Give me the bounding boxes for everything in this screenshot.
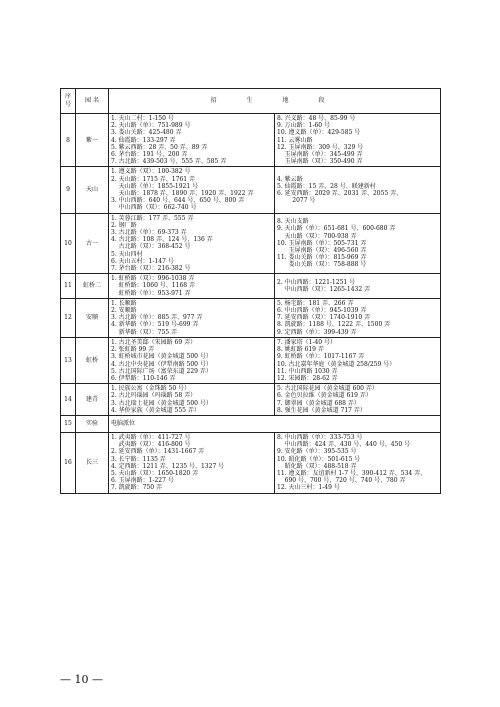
- address-line: 6. 伊犁路：110-146 弄: [111, 374, 176, 382]
- address-line: 1. 武夷路（单）：411-727 号: [111, 433, 191, 441]
- address-line: 8. 天山支路: [277, 218, 309, 226]
- address-line: 古北路（双）：368-452 号: [111, 243, 191, 251]
- address-line: 9. 天山路（单）：651-681 号、600-680 弄: [277, 225, 396, 233]
- address-list-left: [109, 298, 275, 337]
- address-line: 8. 兴义路：48 号、85-99 号: [277, 115, 356, 122]
- address-line: 3. 长宁路：1135 弄: [111, 455, 166, 463]
- address-line: 昭化路（双）：488-518 弄: [277, 462, 357, 470]
- address-line: 9. 安化路（单）：395-535 号: [277, 448, 357, 456]
- address-list-right: [275, 167, 441, 213]
- header-enrollment-area: 招 生 地 段: [109, 89, 441, 114]
- address-list-left: [109, 432, 275, 493]
- address-list-left: [109, 114, 275, 167]
- address-line: 5. 古北国际广场（富荣东道 229 弄）: [111, 367, 212, 375]
- address-line: 12. 玉屏南路：309 号、329 号: [277, 143, 364, 151]
- admission-zone-table: [60, 88, 441, 494]
- address-line: 5. 仙霞路：15 弄、28 号、联建新村: [277, 182, 376, 190]
- row-number: 15: [61, 415, 76, 432]
- kindergarten-name: 虹桥二: [76, 274, 109, 299]
- enrollment-note: 电脑派位: [109, 415, 441, 432]
- address-line: 玉屏南路（双）：496-560 弄: [277, 247, 367, 255]
- address-line: 10. 遵义路（单）：429-585 号: [277, 129, 361, 137]
- kindergarten-name: 紫一: [76, 114, 109, 167]
- address-line: 2077 号: [277, 197, 316, 205]
- address-line: 4. 紫云路: [277, 175, 303, 183]
- address-line: 玉屏南路（单）：345-499 弄: [277, 151, 363, 159]
- address-list-left: [109, 167, 275, 213]
- address-line: 中山西路（双）：1265-1432 弄: [277, 286, 371, 294]
- address-line: 7. 古北路：439-503 号、555 弄、585 弄: [111, 158, 227, 166]
- address-line: 5. 紫云西路：28 弄、50 弄、89 弄: [111, 143, 208, 151]
- address-line: 天山路：1878 弄、1890 弄、1920 弄、1922 弄: [111, 190, 254, 198]
- address-line: 虹桥路（单）：953-971 弄: [111, 289, 191, 297]
- address-line: 10. 昭化路（单）：501-615 号: [277, 455, 361, 463]
- kindergarten-name: 安顺: [76, 298, 109, 337]
- kindergarten-name: 建青: [76, 384, 109, 416]
- address-line: 11. 遵义路：友谊新村 1-7 号、390-412 弄、534 弄、: [277, 469, 427, 477]
- address-line: 7. 茅台路（双）：216-382 号: [111, 265, 191, 273]
- address-list-left: [109, 337, 275, 383]
- address-line: 11. 娄山关路（单）：815-969 弄: [277, 254, 367, 262]
- address-line: 6. 玉屏南路：1-227 号: [111, 477, 174, 485]
- address-line: 4. 定西路：1211 弄、1235 号、1327 号: [111, 462, 225, 470]
- address-line: 11. 云雾山路: [277, 136, 313, 144]
- table-row: [61, 274, 441, 299]
- address-list-right: [275, 384, 441, 416]
- address-line: 6. 中山西路（单）：945-1039 弄: [277, 307, 367, 315]
- row-number: 10: [61, 213, 76, 274]
- address-list-left: [109, 213, 275, 274]
- address-line: 11. 中山西路 1030 弄: [277, 367, 338, 375]
- address-line: 3. 虹桥城市花园（黄金城道 500 号）: [111, 353, 212, 361]
- address-line: 1. 天山二村：1-150 号: [111, 115, 174, 122]
- address-line: 10. 玉屏南路（单）：505-731 弄: [277, 239, 367, 247]
- address-line: 1. 遵义路（双）：100-382 号: [111, 168, 191, 176]
- address-line: 8. 中山西路（单）：333-753 号: [277, 433, 363, 441]
- address-line: 2. 延安西路（单）：1431-1667 弄: [111, 448, 205, 456]
- address-line: 武夷路（双）：416-800 号: [111, 441, 191, 449]
- address-line: 1. 民族公寓（金珠路 50 号）: [111, 385, 191, 393]
- table-row: [61, 337, 441, 383]
- address-line: 4. 华侨家族（黄金城道 555 弄）: [111, 406, 200, 414]
- address-line: 5. 杨宅路：181 弄、266 弄: [277, 299, 354, 307]
- address-list-right: [275, 274, 441, 299]
- address-line: 新华路（双）：755 弄: [111, 328, 177, 336]
- address-line: 4. 古北路：108 弄、124 号、136 弄: [111, 236, 213, 244]
- address-line: 7. 凯旋路：750 弄: [111, 484, 162, 492]
- address-line: 7. 潘家塔（1-40 号）: [277, 338, 337, 346]
- address-line: 虹桥路：1060 号、1168 弄: [111, 282, 195, 290]
- address-line: 中山西路（双）：662-740 号: [111, 204, 197, 212]
- address-line: 2. 钢厂路: [111, 221, 137, 229]
- header-seq: 序 号: [61, 89, 76, 114]
- kindergarten-name: 虹桥: [76, 337, 109, 383]
- address-list-right: [275, 114, 441, 167]
- table-row: [61, 415, 441, 432]
- address-line: 玉屏南路（双）：350-490 弄: [277, 158, 363, 166]
- address-line: 娄山关路（双）：758-888 号: [277, 261, 367, 269]
- address-line: 1. 长顺路: [111, 299, 137, 307]
- address-line: 4. 新华路（单）：519 号-699 弄: [111, 321, 199, 329]
- address-line: 1. 芙蓉江路：177 弄、555 弄: [111, 214, 194, 222]
- address-line: 2. 安顺路: [111, 307, 137, 315]
- address-line: 7. 御翠园（黄金城道 688 弄）: [277, 399, 360, 407]
- address-line: 4. 古北中央花园（伊犁南路 500 号）: [111, 360, 212, 368]
- address-line: 8. 姚虹路 619 弄: [277, 346, 324, 354]
- row-number: 9: [61, 167, 76, 213]
- address-line: 3. 古北瑞士花园（黄金城道 500 号）: [111, 399, 212, 407]
- kindergarten-name: 实验: [76, 415, 109, 432]
- row-number: 14: [61, 384, 76, 416]
- address-line: 2. 中山西路：1221-1251 号: [277, 278, 356, 286]
- address-line: 4. 仙霞路：133-297 弄: [111, 136, 176, 144]
- table-header-row: [61, 89, 441, 114]
- address-line: 6. 延安西路：2029 弄、2031 弄、2055 弄、: [277, 190, 403, 198]
- address-list-right: [275, 213, 441, 274]
- address-line: 3. 古北路（单）：885 弄、977 弄: [111, 314, 203, 322]
- table-row: [61, 298, 441, 337]
- row-number: 13: [61, 337, 76, 383]
- address-line: 1. 虹桥路（双）：996-1038 弄: [111, 275, 195, 283]
- kindergarten-name: 古一: [76, 213, 109, 274]
- address-line: 1. 古北圣美邸（宋园路 69 弄）: [111, 338, 197, 346]
- address-line: 5. 天山四村: [111, 250, 143, 258]
- address-line: 8. 强生花园（黄金城道 717 弄）: [277, 406, 366, 414]
- address-line: 3. 娄山关路：425-480 弄: [111, 129, 182, 137]
- address-line: 5. 天山路（双）：1650-1820 弄: [111, 469, 199, 477]
- address-line: 690 号、700 号、720 号、740 号、780 弄: [277, 477, 406, 485]
- address-line: 9. 虹桥路（单）：1017-1167 弄: [277, 353, 365, 361]
- address-line: 6. 茅台路：191 号、200 弄: [111, 151, 188, 159]
- address-line: 12. 宋园路：28-62 弄: [277, 374, 338, 382]
- kindergarten-name: 长三: [76, 432, 109, 493]
- address-list-right: [275, 432, 441, 493]
- address-line: 天山路（双）：700-938 弄: [277, 232, 357, 240]
- address-line: 10. 古北嘉年华庭（黄金城道 258/259 号）: [277, 360, 396, 368]
- address-list-right: [275, 298, 441, 337]
- address-line: 2. 古北玛瑙园（玛瑙路 58 弄）: [111, 392, 197, 400]
- address-line: 2. 天山路：1715 弄、1761 弄: [111, 175, 195, 183]
- address-list-right: [275, 337, 441, 383]
- address-line: 7. 延安西路（双）：1740-1910 弄: [277, 314, 371, 322]
- address-line: 中山西路：424 弄、430 号、440 号、450 号: [277, 441, 411, 449]
- address-line: 6. 金色贝拉维（黄金城道 619 弄）: [277, 392, 372, 400]
- row-number: 8: [61, 114, 76, 167]
- address-line: 9. 万山路：1-60 号: [277, 122, 331, 130]
- table-row: [61, 167, 441, 213]
- address-line: 5. 古北国际花园（黄金城道 600 弄）: [277, 385, 378, 393]
- table-row: [61, 213, 441, 274]
- row-number: 11: [61, 274, 76, 299]
- address-line: 8. 凯旋路：1188 号、1222 弄、1500 弄: [277, 321, 391, 329]
- address-line: 9. 定西路（单）：399-439 弄: [277, 328, 357, 336]
- address-list-left: [109, 274, 275, 299]
- row-number: 16: [61, 432, 76, 493]
- table-row: [61, 432, 441, 493]
- kindergarten-name: 天山: [76, 167, 109, 213]
- table-row: [61, 384, 441, 416]
- address-line: 天山路（单）：1855-1921 号: [111, 182, 199, 190]
- row-number: 12: [61, 298, 76, 337]
- address-line: 3. 古北路（单）：69-373 弄: [111, 229, 187, 237]
- address-line: 6. 天山五村：1-147 号: [111, 257, 174, 265]
- table-row: [61, 114, 441, 167]
- header-kindergarten-name: 园 名: [76, 89, 109, 114]
- address-list-left: [109, 384, 275, 416]
- address-line: 2. 张虹路 99 弄: [111, 346, 155, 354]
- address-line: 2. 天山路（单）：751-989 号: [111, 122, 191, 130]
- address-line: 3. 中山西路：640 号、644 号、650 号、800 弄: [111, 197, 245, 205]
- page-number: — 10 —: [60, 673, 103, 686]
- address-line: 12. 天山三村：1-49 号: [277, 484, 340, 492]
